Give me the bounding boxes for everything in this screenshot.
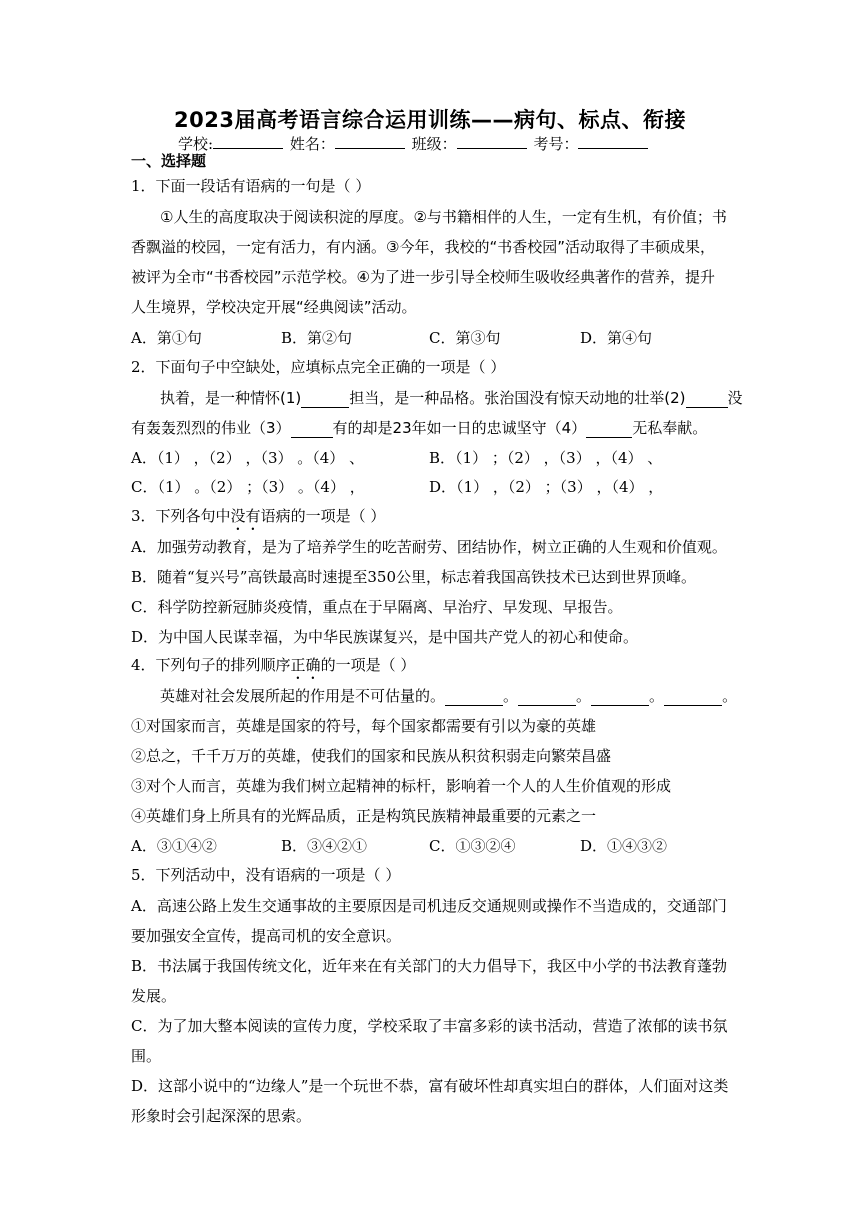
q1-passage-line: ①人生的高度取决于阅读积淀的厚度。②与书籍相伴的人生，一定有生机，有价值；书: [160, 208, 727, 226]
q1-option-c[interactable]: C．第③句: [429, 329, 501, 347]
section-heading: 一、选择题: [131, 152, 207, 170]
school-blank[interactable]: [213, 134, 283, 149]
q4-sentence-1: ①对国家而言，英雄是国家的符号，每个国家都需要有引以为豪的英雄: [131, 717, 597, 735]
q4-option-b[interactable]: B．③④②①: [281, 837, 368, 855]
q2-blank-2[interactable]: [686, 389, 728, 408]
q3-stem-text: 3．下列各句中: [131, 507, 231, 525]
q4-stem-text: 4．下列句子的排列顺序: [131, 656, 291, 674]
q5-option-b[interactable]: B．书法属于我国传统文化，近年来在有关部门的大力倡导下，我区中小学的书法教育蓬勃: [131, 957, 728, 975]
class-blank[interactable]: [457, 134, 527, 149]
q5-option-d-cont: 形象时会引起深深的思索。: [131, 1107, 312, 1125]
q5-stem: 5．下列活动中，没有语病的一项是（ ）: [131, 866, 401, 884]
q4-blank-1[interactable]: [445, 687, 503, 706]
q4-stem: [131, 654, 415, 683]
q5-option-a-cont: 要加强安全宣传，提高司机的安全意识。: [131, 927, 402, 945]
q5-option-b-cont: 发展。: [131, 987, 177, 1005]
q2-option-a[interactable]: A．（1） ，（2） ，（3） 。（4） 、: [131, 449, 365, 467]
q2-blank-1[interactable]: [301, 389, 349, 408]
q1-option-d[interactable]: D．第④句: [580, 329, 653, 347]
q4-option-c[interactable]: C．①③②④: [429, 837, 516, 855]
q4-option-d[interactable]: D．①④③②: [580, 837, 668, 855]
q4-stem-emphasis: 正确: [290, 656, 321, 674]
q3-option-a[interactable]: A．加强劳动教育，是为了培养学生的吃苦耐劳、团结协作，树立正确的人生观和价值观。: [131, 538, 727, 556]
q4-blank-3[interactable]: [591, 687, 649, 706]
q5-option-c-cont: 围。: [131, 1047, 162, 1065]
q3-option-d[interactable]: D．为中国人民谋幸福，为中华民族谋复兴，是中国共产党人的初心和使命。: [131, 628, 639, 646]
q2-blank-3[interactable]: [291, 419, 333, 438]
q3-stem-text: 语病的一项是（ ）: [260, 507, 386, 525]
q1-stem: 1．下面一段话有语病的一句是（ ）: [131, 177, 371, 195]
q4-lead-line: 英雄对社会发展所起的作用是不可估量的。 。 。 。 。: [160, 687, 738, 705]
name-blank[interactable]: [335, 134, 405, 149]
q1-option-b[interactable]: B．第②句: [281, 329, 353, 347]
class-label: 班级：: [411, 135, 457, 153]
q2-blank-4[interactable]: [586, 419, 632, 438]
q4-sentence-4: ④英雄们身上所具有的光辉品质，正是构筑民族精神最重要的元素之一: [131, 807, 597, 825]
q4-lead-text: 英雄对社会发展所起的作用是不可估量的。: [160, 687, 446, 705]
page-title: 2023届高考语言综合运用训练——病句、标点、衔接: [174, 108, 686, 132]
q1-passage-line: 被评为全市“书香校园”示范学校。④为了进一步引导全校师生吸收经典著作的营养，提升: [131, 268, 715, 286]
q4-sentence-3: ③对个人而言，英雄为我们树立起精神的标杆，影响着一个人的人生价值观的形成: [131, 777, 672, 795]
q4-option-a[interactable]: A．③①④②: [131, 837, 217, 855]
q1-option-a[interactable]: A．第①句: [131, 329, 202, 347]
q2-text: 没: [727, 389, 743, 407]
q3-option-c[interactable]: C．科学防控新冠肺炎疫情，重点在于早隔离、早治疗、早发现、早报告。: [131, 598, 623, 616]
q2-passage-line: [160, 387, 743, 408]
q4-stem-text: 的一项是（ ）: [320, 656, 416, 674]
q2-option-c[interactable]: C．（1） 。（2） ；（3） 。（4） ，: [131, 478, 365, 496]
q2-text: 担当，是一种品格。张治国没有惊天动地的壮举(2): [349, 389, 686, 407]
q2-option-b[interactable]: B．（1） ；（2） ，（3） ，（4） 、: [429, 449, 663, 467]
exam-no-label: 考号：: [533, 135, 579, 153]
q1-passage-line: 香飘溢的校园，一定有活力，有内涵。③今年，我校的“书香校园”活动取得了丰硕成果，: [131, 238, 715, 256]
q2-text: 有轰轰烈烈的伟业（3）: [131, 419, 291, 437]
q1-passage-line: 人生境界，学校决定开展“经典阅读”活动。: [131, 298, 417, 316]
q5-option-a[interactable]: A．高速公路上发生交通事故的主要原因是司机违反交通规则或操作不当造成的，交通部门: [131, 897, 727, 915]
name-label: 姓名：: [289, 135, 335, 153]
q2-text: 执着，是一种情怀(1): [160, 389, 302, 407]
school-label: 学校:: [178, 135, 214, 153]
q4-blank-2[interactable]: [518, 687, 576, 706]
q5-option-d[interactable]: D．这部小说中的“边缘人”是一个玩世不恭，富有破坏性却真实坦白的群体，人们面对这类: [131, 1077, 729, 1095]
q4-blank-4[interactable]: [664, 687, 722, 706]
q2-text: 有的却是23年如一日的忠诚坚守（4）: [332, 419, 587, 437]
q5-option-c[interactable]: C．为了加大整本阅读的宣传力度，学校采取了丰富多彩的读书活动，营造了浓郁的读书氛: [131, 1017, 728, 1035]
q2-stem: 2．下面句子中空缺处，应填标点完全正确的一项是（ ）: [131, 358, 506, 376]
q3-stem: [131, 505, 385, 534]
q3-option-b[interactable]: B．随着“复兴号”高铁最高时速提至350公里，标志着我国高铁技术已达到世界顶峰。: [131, 568, 696, 586]
q4-sentence-2: ②总之，千千万万的英雄，使我们的国家和民族从积贫积弱走向繁荣昌盛: [131, 747, 612, 765]
q3-stem-emphasis: 没有: [230, 507, 261, 525]
student-info-row: [178, 133, 650, 154]
q2-passage-line: [131, 417, 707, 438]
q2-option-d[interactable]: D．（1） ，（2） ；（3） ，（4） ，: [429, 478, 664, 496]
exam-no-blank[interactable]: [578, 134, 648, 149]
q2-text: 无私奉献。: [632, 419, 708, 437]
